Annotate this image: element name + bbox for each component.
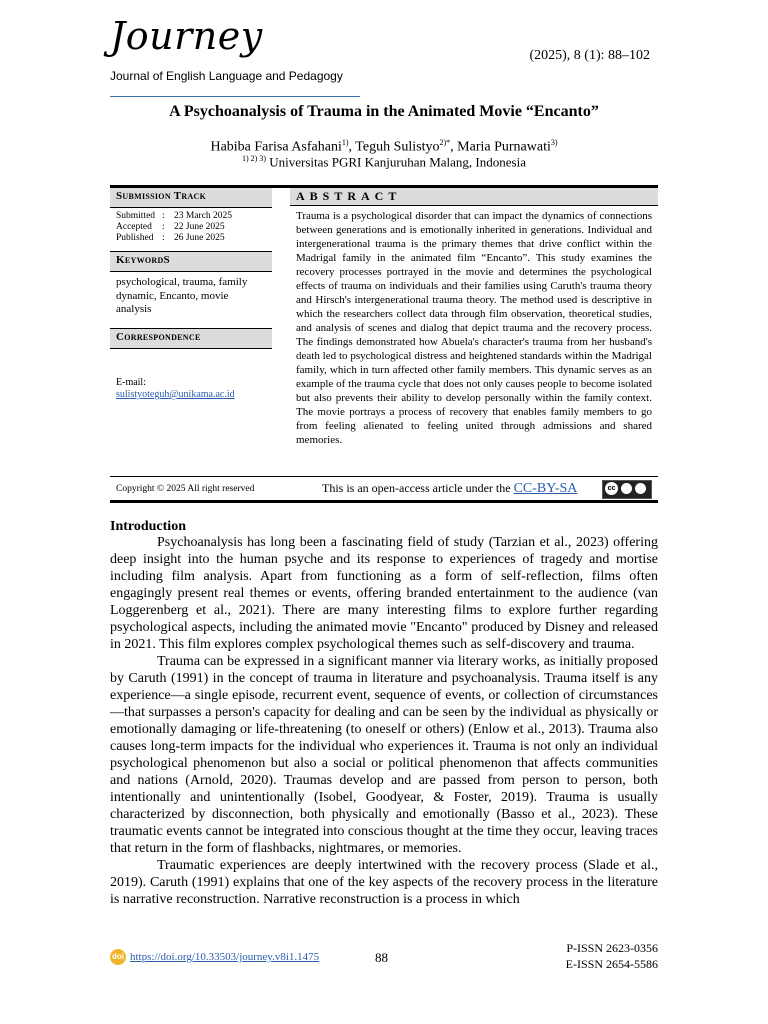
cc-icon: cc — [605, 482, 618, 495]
sa-icon — [635, 483, 646, 494]
article-info-sidebar — [110, 188, 272, 401]
abstract-heading: ABSTRACT — [290, 188, 658, 206]
header-rule — [110, 96, 360, 97]
paragraph: Traumatic experiences are deeply intertwined with the recovery process (Slade et al., 2019). Caruth (1991) explains that one of the key aspects of the recovery process in the literature is narrative reconstruction. Narrative reconstruction is a process in which — [110, 858, 658, 907]
track-label: Accepted — [116, 222, 152, 232]
doi-icon: doi — [110, 949, 126, 965]
pissn: P-ISSN 2623-0356 — [566, 941, 658, 955]
paragraph: Psychoanalysis has long been a fascinating field of study (Tarzian et al., 2023) offering deep insight into the human psyche and its response to experiences of tragedy and mortise including film analysis. Apart from functioning as a form of self-reflection, films often engagingly present real themes or events, offering branded entertainment to the audience (van Loggerenberg et al., 2021). There are many interesting films to explore further regarding psychological aspects, including the animated movie "Encanto" produced by Disney and released in 2021. This film explores complex psychological themes such as self-discovery and trauma. — [110, 535, 658, 652]
info-box-bottom-rule — [110, 500, 658, 503]
affiliation-marks: 1) 2) 3) — [242, 154, 267, 163]
license-link[interactable]: CC-BY-SA — [513, 481, 578, 496]
affiliation-text: Universitas PGRI Kanjuruhan Malang, Indonesia — [269, 154, 526, 170]
cc-by-sa-badge-icon[interactable] — [602, 480, 652, 499]
email-link[interactable]: sulistyoteguh@unikama.ac.id — [116, 389, 235, 400]
author-name: Teguh Sulistyo — [355, 139, 440, 155]
email-label: E-mail: — [116, 377, 146, 388]
abstract-panel — [290, 188, 658, 447]
track-row: Published : 26 June 2025 — [116, 233, 225, 243]
track-label: Published — [116, 233, 154, 243]
journal-name: Journal of English Language and Pedagogy — [110, 69, 343, 83]
submission-track-heading: Submission Track — [110, 188, 272, 208]
keywords: psychological, trauma, family dynamic, Encanto, movie analysis — [116, 276, 248, 315]
track-row: Submitted : 23 March 2025 — [116, 211, 233, 221]
track-row: Accepted : 22 June 2025 — [116, 222, 225, 232]
issue-info: (2025), 8 (1): 88–102 — [529, 48, 650, 63]
track-label: Submitted — [116, 211, 156, 221]
keywords-heading: KeywordS — [110, 251, 272, 272]
doi-link[interactable]: https://doi.org/10.33503/journey.v8i1.1475 — [130, 951, 320, 963]
abstract-text: Trauma is a psychological disorder that can impact the dynamics of connections between generations and is emotionally inherited in generations. Individual and intergenerational trauma is the primary themes that drive conflict within the Madrigal family in the animated film “Encanto”. This study examines the recovery processes portrayed in the movie and determines the psychological effects of trauma on individuals and their families using Caruth's trauma theory and Hirsch's intergenerational trauma theory. The method used is descriptive in which the researchers collect data through film observation, theoretical studies, and analysis of scenes and dialog that depict trauma and the recovery process. The findings demonstrated how Abuela's character's trauma from her husband's death led to psychological distress and heightened standards within the Madrigal family, which in turn affected other family members. This dynamic serves as an example of the trauma cycle that does not only causes people to become isolated but also prevents their ability to develop personally within the family context. The movie portrays a process of recovery that enables family members to go from feeling alienated to feeling united through admissions and shared memories. — [296, 210, 652, 446]
open-access-note — [322, 481, 577, 497]
author-mark: 1) — [341, 138, 349, 147]
authors: Habiba Farisa Asfahani$^{1)}$, Teguh Sulistyo$^{2)*}$, Maria Purnawati$^{3)}$ — [210, 138, 558, 155]
submission-track — [110, 208, 272, 251]
track-value: 26 June 2025 — [174, 233, 225, 243]
correspondence-heading: Correspondence — [110, 328, 272, 349]
article-title: A Psychoanalysis of Trauma in the Animated Movie “Encanto” — [169, 103, 599, 120]
track-value: 22 June 2025 — [174, 222, 225, 232]
by-icon — [621, 483, 632, 494]
journal-logo: Journey — [110, 14, 263, 58]
page-number: 88 — [375, 950, 388, 965]
body-text — [110, 534, 658, 908]
eissn: E-ISSN 2654-5586 — [565, 957, 658, 971]
author-name: Maria Purnawati — [457, 139, 551, 155]
copyright: Copyright © 2025 All right reserved — [116, 484, 255, 494]
affiliation — [0, 154, 768, 170]
section-title: Introduction — [110, 519, 186, 534]
track-value: 23 March 2025 — [174, 211, 233, 221]
info-box-mid-rule — [110, 476, 658, 477]
author-mark: 2)* — [439, 138, 451, 147]
paragraph: Trauma can be expressed in a significant manner via literary works, as initially proposed by Caruth (1991) in the concept of trauma in literature and psychoanalysis. Trauma itself is any experience—a single episode, recurrent event, sequence of events, or collection of circumstances—that surpasses a person's capacity for dealing and can be seen by the individual as physically or emotionally damaging or life-threatening (to oneself or others) (Enlow et al., 2013). Trauma also causes long-term impacts for the individual who experiences it. Trauma is not only an individual psychological phenomenon but also a social or political phenomenon that affects communities and nations (Arnold, 2020). Traumas develop and are passed from person to person, both intentionally and unintentionally (Isobel, Goodyear, & Foster, 2019). Trauma is usually characterized by disconnection, both physically and emotionally (Basso et al., 2023). These traumatic events cannot be integrated into conscious thought at the time they occur, leaving traces that return in the form of flashbacks, nightmares, or memories. — [110, 654, 658, 856]
author-mark: 3) — [550, 138, 558, 147]
open-access-text: This is an open-access article under the — [322, 481, 511, 495]
author-name: Habiba Farisa Asfahani — [210, 139, 342, 155]
